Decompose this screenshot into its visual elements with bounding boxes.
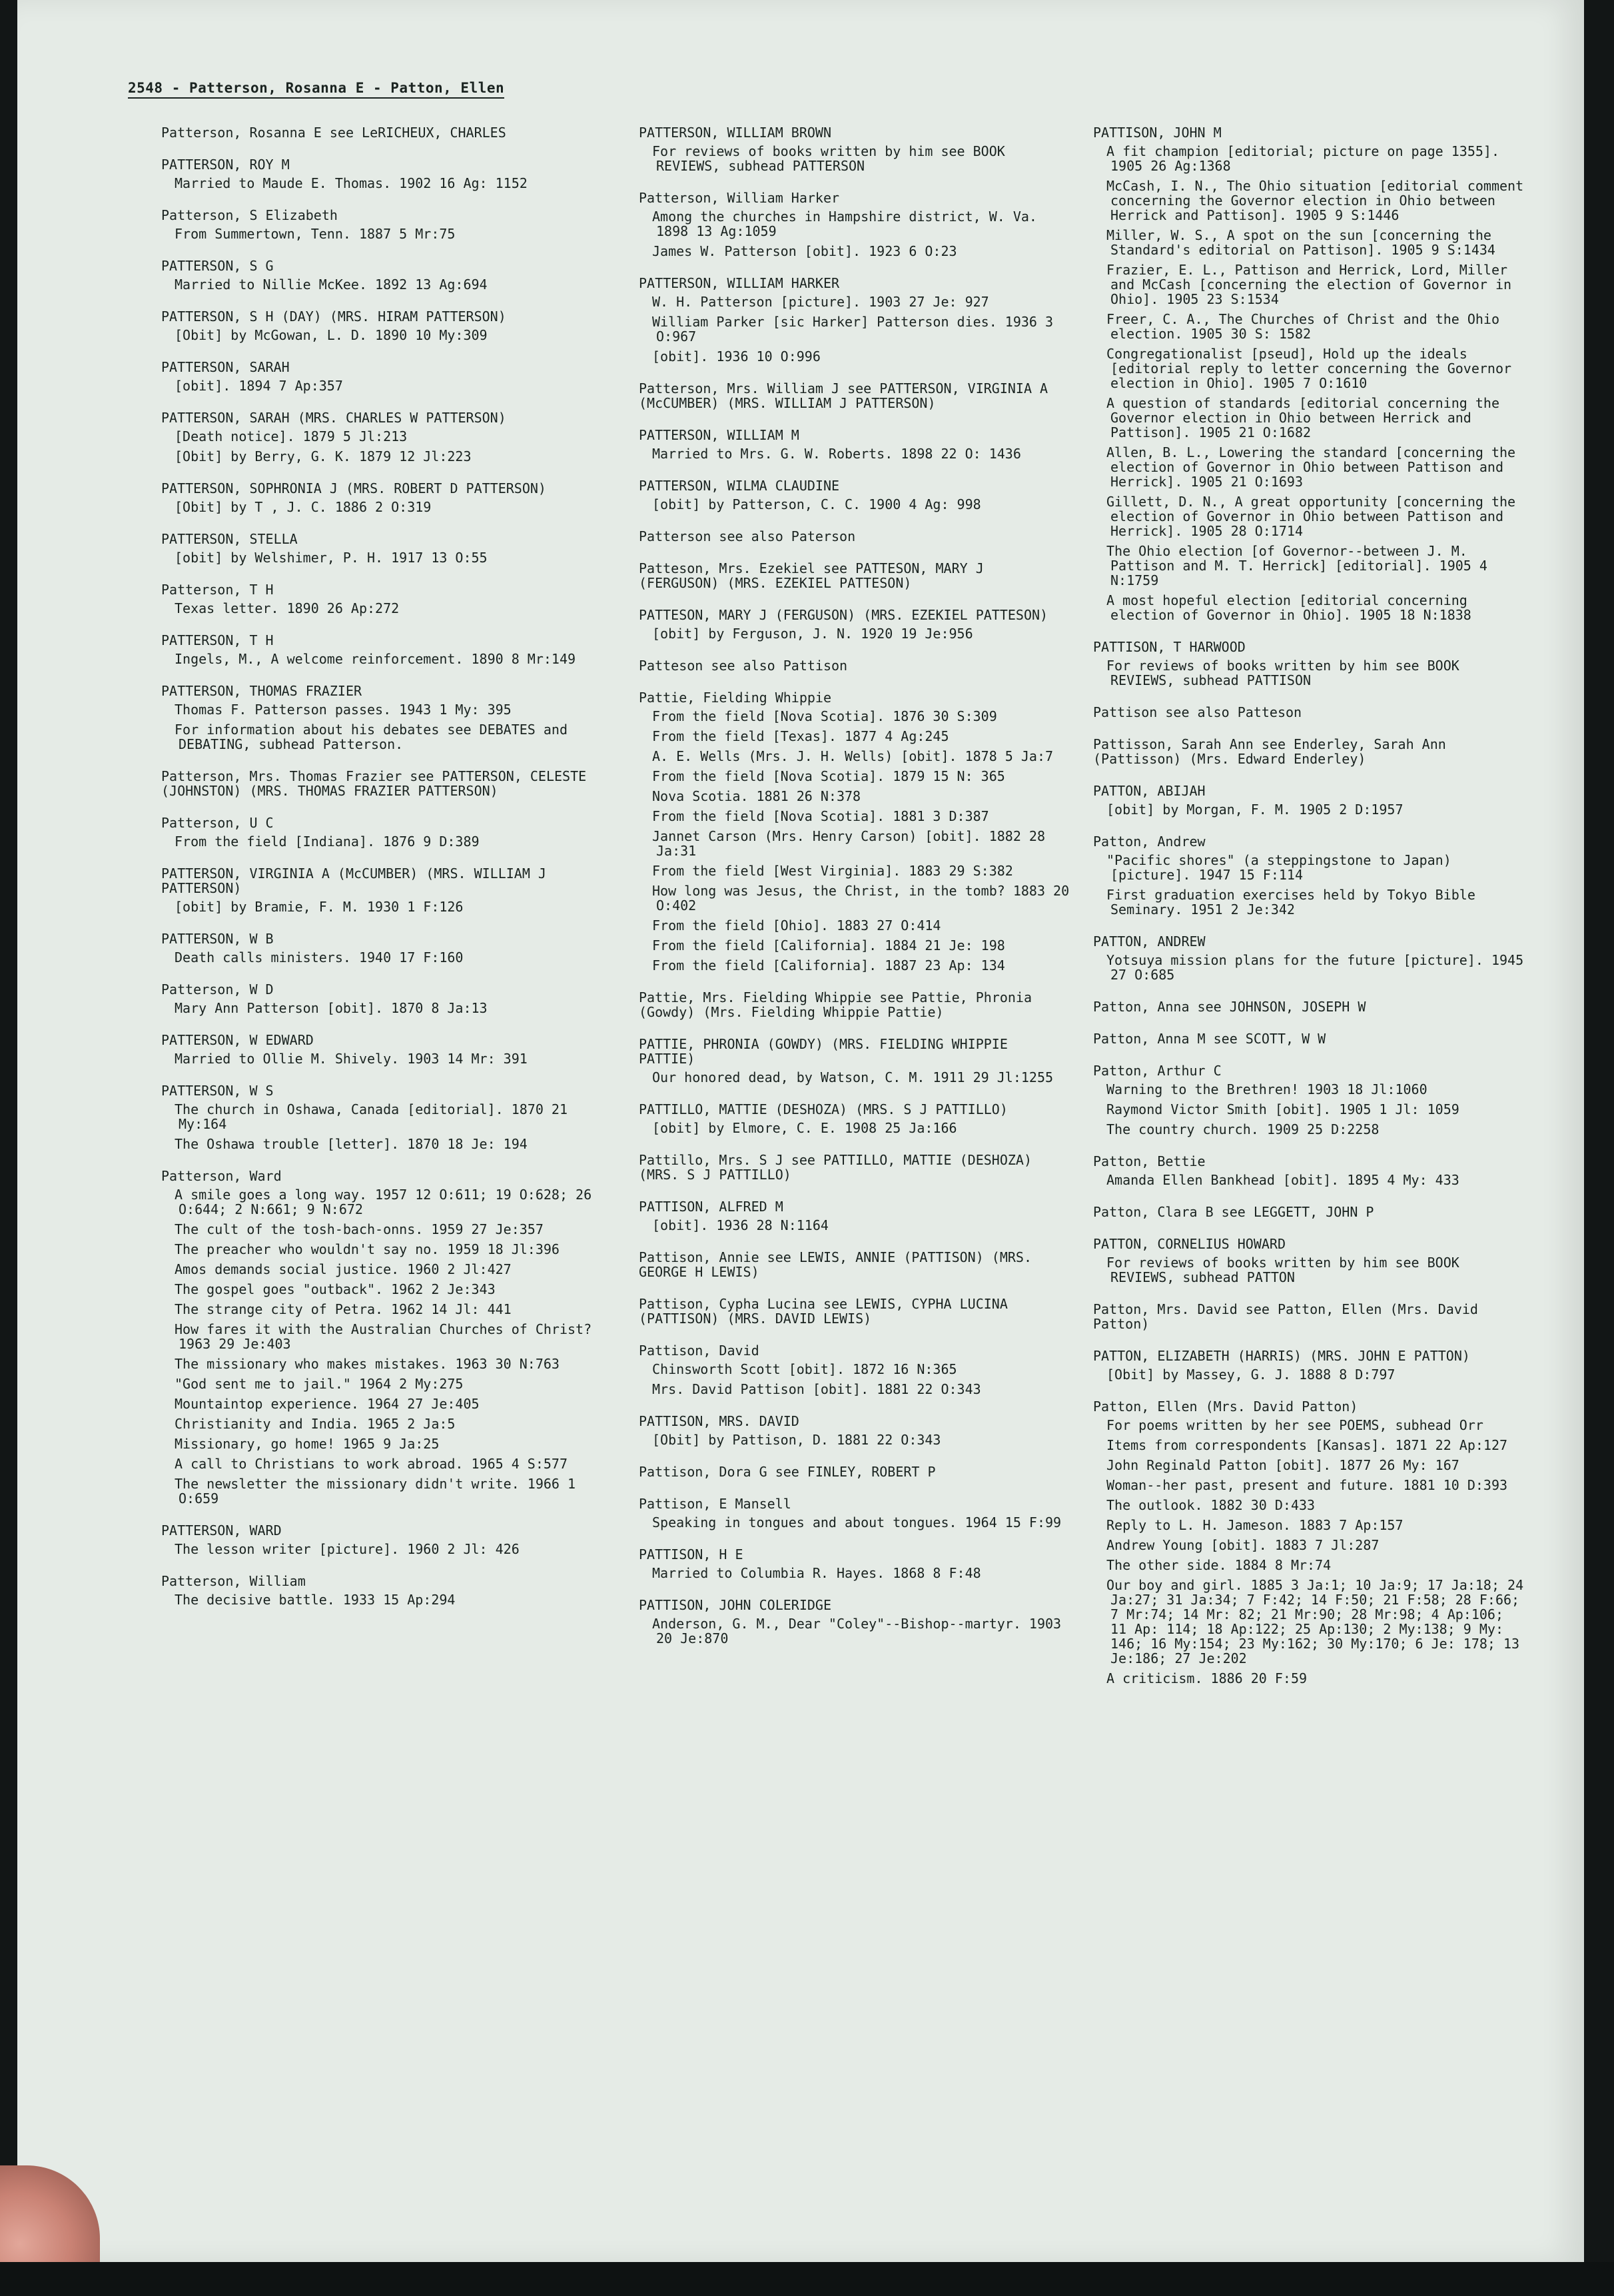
index-entry: [1093, 834, 1526, 917]
entry-citation: McCash, I. N., The Ohio situation [editorial comment concerning the Governor election in Ohio between Herrick and Pattison]. 1905 9 S:1446: [1106, 178, 1524, 223]
entry-citation: Ingels, M., A welcome reinforcement. 1890 8 Mr:149: [175, 651, 576, 667]
entry-citation: A call to Christians to work abroad. 1965 4 S:577: [175, 1456, 568, 1472]
index-entry: [161, 360, 594, 393]
index-entry: [639, 1297, 1072, 1326]
index-entry: [1093, 640, 1526, 688]
entry-citation: For information about his debates see DEBATES and DEBATING, subhead Patterson.: [175, 722, 568, 752]
entry-citation: Death calls ministers. 1940 17 F:160: [175, 949, 464, 965]
index-entry: [161, 125, 594, 140]
entry-citation: James W. Patterson [obit]. 1923 6 O:23: [652, 243, 957, 259]
entry-citation: [obit] by Patterson, C. C. 1900 4 Ag: 998: [652, 496, 981, 512]
entry-citation: The country church. 1909 25 D:2258: [1106, 1121, 1380, 1137]
index-entry: [639, 381, 1072, 410]
entry-heading: PATTERSON, W S: [161, 1083, 274, 1099]
index-entry: [639, 529, 1072, 544]
entry-citation: John Reginald Patton [obit]. 1877 26 My: 167: [1106, 1457, 1459, 1473]
index-entry: [639, 1414, 1072, 1447]
entry-heading: PATTERSON, STELLA: [161, 531, 298, 547]
entry-heading: Pattison, Annie see LEWIS, ANNIE (PATTISON) (MRS. GEORGE H LEWIS): [639, 1249, 1032, 1280]
entry-citation: Mrs. David Pattison [obit]. 1881 22 O:343: [652, 1381, 981, 1397]
index-entry: [1093, 1031, 1526, 1046]
entry-citation: The outlook. 1882 30 D:433: [1106, 1497, 1316, 1513]
entry-heading: Patterson, Mrs. Thomas Frazier see PATTERSON, CELESTE (JOHNSTON) (MRS. THOMAS FRAZIER PATTERSON): [161, 768, 587, 799]
entry-heading: PATTESON, MARY J (FERGUSON) (MRS. EZEKIEL PATTESON): [639, 607, 1048, 623]
entry-citation: [obit] by Ferguson, J. N. 1920 19 Je:956: [652, 626, 973, 642]
entry-citation: Thomas F. Patterson passes. 1943 1 My: 395: [175, 702, 512, 718]
entry-citation: Congregationalist [pseud], Hold up the ideals [editorial reply to letter concerning the Governor election in Ohio]. 1905 7 O:1610: [1106, 346, 1512, 391]
page-header: 2548 - Patterson, Rosanna E - Patton, Ellen: [128, 80, 504, 99]
index-entry: [1093, 1349, 1526, 1382]
entry-heading: PATTERSON, ROY M: [161, 157, 290, 173]
entry-heading: Pattie, Fielding Whippie: [639, 690, 831, 706]
index-entry: [639, 561, 1072, 590]
index-entry: [161, 259, 594, 292]
entry-citation: Married to Mrs. G. W. Roberts. 1898 22 O: 1436: [652, 446, 1021, 462]
index-entry: [1093, 1063, 1526, 1137]
entry-citation: A. E. Wells (Mrs. J. H. Wells) [obit]. 1878 5 Ja:7: [652, 748, 1054, 764]
entry-heading: Patton, Anna see JOHNSON, JOSEPH W: [1093, 999, 1366, 1015]
entry-citation: Married to Ollie M. Shively. 1903 14 Mr: 391: [175, 1051, 528, 1067]
entry-heading: PATTISON, JOHN M: [1093, 125, 1222, 141]
entry-heading: PATTERSON, S H (DAY) (MRS. HIRAM PATTERSON): [161, 308, 506, 324]
index-entry: [1093, 1399, 1526, 1686]
entry-heading: Patterson, William: [161, 1573, 306, 1589]
entry-citation: A most hopeful election [editorial concerning election of Governor in Ohio]. 1905 18 N:1838: [1106, 592, 1471, 623]
entry-citation: Married to Columbia R. Hayes. 1868 8 F:48: [652, 1565, 981, 1581]
entry-citation: Amos demands social justice. 1960 2 Jl:427: [175, 1261, 512, 1277]
entry-citation: From the field [California]. 1887 23 Ap: 134: [652, 957, 1005, 973]
entry-citation: Mountaintop experience. 1964 27 Je:405: [175, 1396, 480, 1412]
index-entry: [639, 608, 1072, 641]
entry-heading: PATTISON, MRS. DAVID: [639, 1413, 799, 1429]
entry-citation: [Death notice]. 1879 5 Jl:213: [175, 428, 408, 444]
entry-heading: Patton, Anna M see SCOTT, W W: [1093, 1031, 1326, 1047]
entry-citation: Chinsworth Scott [obit]. 1872 16 N:365: [652, 1361, 957, 1377]
entry-heading: Patton, Bettie: [1093, 1153, 1206, 1169]
entry-citation: Our honored dead, by Watson, C. M. 1911 29 Jl:1255: [652, 1069, 1054, 1085]
entry-heading: PATTERSON, THOMAS FRAZIER: [161, 683, 362, 699]
entry-citation: Frazier, E. L., Pattison and Herrick, Lord, Miller and McCash [concerning the election of Governor in Ohio]. 1905 23 S:1534: [1106, 262, 1512, 307]
entry-citation: The gospel goes "outback". 1962 2 Je:343: [175, 1281, 496, 1297]
index-entry: [639, 276, 1072, 364]
entry-heading: PATTON, ABIJAH: [1093, 783, 1206, 799]
entry-citation: [obit]. 1936 10 O:996: [652, 348, 821, 364]
index-entry: [1093, 1205, 1526, 1219]
entry-heading: PATTERSON, VIRGINIA A (McCUMBER) (MRS. WILLIAM J PATTERSON): [161, 865, 546, 896]
index-entry: [1093, 705, 1526, 720]
entry-heading: PATTERSON, S G: [161, 258, 274, 274]
entry-citation: [obit] by Bramie, F. M. 1930 1 F:126: [175, 899, 464, 915]
entry-citation: "God sent me to jail." 1964 2 My:275: [175, 1376, 464, 1392]
entry-heading: PATTERSON, W EDWARD: [161, 1032, 314, 1048]
entry-heading: PATTON, CORNELIUS HOWARD: [1093, 1236, 1286, 1252]
entry-citation: [obit] by Elmore, C. E. 1908 25 Ja:166: [652, 1120, 957, 1136]
index-entry: [639, 1464, 1072, 1479]
entry-citation: The lesson writer [picture]. 1960 2 Jl: 426: [175, 1541, 520, 1557]
index-entry: [639, 478, 1072, 512]
index-entry: [161, 481, 594, 514]
index-entry: [639, 658, 1072, 673]
index-entry: [1093, 999, 1526, 1014]
index-entry: [639, 990, 1072, 1019]
index-entry: [639, 690, 1072, 973]
entry-citation: The Oshawa trouble [letter]. 1870 18 Je: 194: [175, 1136, 528, 1152]
entry-heading: Patton, Ellen (Mrs. David Patton): [1093, 1399, 1358, 1415]
entry-heading: PATTILLO, MATTIE (DESHOZA) (MRS. S J PATTILLO): [639, 1101, 1008, 1117]
entry-heading: Patteson, Mrs. Ezekiel see PATTESON, MARY J (FERGUSON) (MRS. EZEKIEL PATTESON): [639, 560, 984, 591]
entry-heading: Patterson, T H: [161, 582, 274, 598]
index-entry: [639, 428, 1072, 461]
entry-heading: Patton, Andrew: [1093, 834, 1206, 850]
entry-heading: PATTISON, JOHN COLERIDGE: [639, 1597, 831, 1613]
entry-citation: The newsletter the missionary didn't write. 1966 1 O:659: [175, 1476, 576, 1506]
entry-citation: The cult of the tosh-bach-onns. 1959 27 Je:357: [175, 1221, 544, 1237]
entry-heading: PATTERSON, WILLIAM HARKER: [639, 275, 840, 291]
entry-citation: A criticism. 1886 20 F:59: [1106, 1670, 1308, 1686]
entry-citation: From the field [Nova Scotia]. 1876 30 S:309: [652, 708, 997, 724]
entry-citation: Reply to L. H. Jameson. 1883 7 Ap:157: [1106, 1517, 1404, 1533]
index-entry: [639, 125, 1072, 173]
entry-citation: A question of standards [editorial concerning the Governor election in Ohio between Herrick and Pattison]. 1905 21 O:1682: [1106, 395, 1500, 440]
index-entry: [161, 1169, 594, 1506]
entry-citation: From the field [California]. 1884 21 Je: 198: [652, 937, 1005, 953]
entry-citation: The strange city of Petra. 1962 14 Jl: 441: [175, 1301, 512, 1317]
index-entry: [161, 532, 594, 565]
index-entry: [1093, 934, 1526, 982]
entry-heading: PATTERSON, WARD: [161, 1522, 282, 1538]
entry-citation: W. H. Patterson [picture]. 1903 27 Je: 927: [652, 294, 989, 310]
entry-heading: PATTERSON, SOPHRONIA J (MRS. ROBERT D PATTERSON): [161, 480, 546, 496]
index-entry: [161, 633, 594, 666]
entry-citation: [Obit] by T , J. C. 1886 2 O:319: [175, 499, 432, 515]
index-entry: [639, 191, 1072, 259]
entry-heading: Patterson, U C: [161, 815, 274, 831]
entry-heading: Patteson see also Pattison: [639, 658, 848, 674]
index-entry: [1093, 125, 1526, 622]
entry-citation: Anderson, G. M., Dear "Coley"--Bishop--martyr. 1903 20 Je:870: [652, 1616, 1062, 1646]
entry-heading: Patton, Mrs. David see Patton, Ellen (Mrs. David Patton): [1093, 1301, 1478, 1332]
entry-citation: [Obit] by Pattison, D. 1881 22 O:343: [652, 1432, 941, 1448]
entry-heading: Pattisson, Sarah Ann see Enderley, Sarah Ann (Pattisson) (Mrs. Edward Enderley): [1093, 736, 1446, 767]
entry-heading: PATTERSON, SARAH (MRS. CHARLES W PATTERSON): [161, 410, 506, 426]
index-entry: [161, 1523, 594, 1556]
entry-heading: PATTERSON, WILLIAM M: [639, 427, 799, 443]
entry-citation: Married to Nillie McKee. 1892 13 Ag:694: [175, 277, 488, 292]
index-entry: [161, 208, 594, 241]
entry-heading: PATTERSON, W B: [161, 931, 274, 947]
entry-heading: Pattillo, Mrs. S J see PATTILLO, MATTIE (DESHOZA) (MRS. S J PATTILLO): [639, 1152, 1032, 1183]
entry-heading: PATTON, ANDREW: [1093, 933, 1206, 949]
entry-citation: Allen, B. L., Lowering the standard [concerning the election of Governor in Ohio between Pattison and Herrick]. 1905 21 O:1693: [1106, 444, 1516, 490]
entry-citation: From Summertown, Tenn. 1887 5 Mr:75: [175, 226, 456, 242]
index-entry: [161, 157, 594, 191]
index-entry: [161, 931, 594, 965]
entry-heading: PATTERSON, WILMA CLAUDINE: [639, 478, 840, 494]
index-entry: [639, 1199, 1072, 1233]
entry-citation: Amanda Ellen Bankhead [obit]. 1895 4 My: 433: [1106, 1172, 1459, 1188]
entry-citation: From the field [Nova Scotia]. 1881 3 D:387: [652, 808, 989, 824]
entry-citation: First graduation exercises held by Tokyo Bible Seminary. 1951 2 Je:342: [1106, 887, 1475, 917]
entry-heading: Pattison, David: [639, 1343, 759, 1359]
index-entry: [639, 1250, 1072, 1279]
entry-citation: The other side. 1884 8 Mr:74: [1106, 1557, 1332, 1573]
entry-citation: Texas letter. 1890 26 Ap:272: [175, 600, 400, 616]
entry-citation: From the field [Texas]. 1877 4 Ag:245: [652, 728, 949, 744]
entry-citation: For poems written by her see POEMS, subhead Orr: [1106, 1417, 1483, 1433]
entry-citation: From the field [Ohio]. 1883 27 O:414: [652, 917, 941, 933]
entry-citation: Miller, W. S., A spot on the sun [concerning the Standard's editorial on Pattison]. 1905 9 S:1434: [1106, 227, 1495, 258]
entry-citation: Items from correspondents [Kansas]. 1871 22 Ap:127: [1106, 1437, 1508, 1453]
index-entry: [1093, 1154, 1526, 1187]
entry-citation: Jannet Carson (Mrs. Henry Carson) [obit]. 1882 28 Ja:31: [652, 828, 1046, 859]
index-entry: [1093, 1237, 1526, 1285]
index-entry: [161, 684, 594, 752]
entry-heading: Patton, Arthur C: [1093, 1063, 1222, 1079]
entry-heading: PATTERSON, WILLIAM BROWN: [639, 125, 831, 141]
entry-heading: Patterson, Rosanna E see LeRICHEUX, CHARLES: [161, 125, 506, 141]
entry-citation: Married to Maude E. Thomas. 1902 16 Ag: 1152: [175, 175, 528, 191]
scanner-background: [0, 2262, 1614, 2296]
entry-citation: [Obit] by Massey, G. J. 1888 8 D:797: [1106, 1367, 1396, 1383]
index-entry: [639, 1547, 1072, 1580]
entry-citation: [Obit] by McGowan, L. D. 1890 10 My:309: [175, 327, 488, 343]
entry-heading: Patton, Clara B see LEGGETT, JOHN P: [1093, 1204, 1374, 1220]
index-entry: [161, 866, 594, 914]
index-entry: [161, 309, 594, 342]
entry-citation: The Ohio election [of Governor--between J. M. Pattison and M. T. Herrick] [editorial]. 1905 4 N:1759: [1106, 543, 1487, 588]
entry-heading: PATTISON, T HARWOOD: [1093, 639, 1246, 655]
entry-heading: Pattison, E Mansell: [639, 1496, 791, 1512]
entry-heading: Pattie, Mrs. Fielding Whippie see Pattie, Phronia (Gowdy) (Mrs. Fielding Whippie Pattie): [639, 989, 1032, 1020]
entry-citation: A smile goes a long way. 1957 12 O:611; 19 O:628; 26 O:644; 2 N:661; 9 N:672: [175, 1187, 592, 1217]
entry-citation: How long was Jesus, the Christ, in the tomb? 1883 20 O:402: [652, 883, 1070, 913]
entry-citation: Missionary, go home! 1965 9 Ja:25: [175, 1436, 440, 1452]
entry-citation: Gillett, D. N., A great opportunity [concerning the election of Governor in Ohio between Pattison and Herrick]. 1905 28 O:1714: [1106, 494, 1516, 539]
entry-citation: For reviews of books written by him see BOOK REVIEWS, subhead PATTISON: [1106, 658, 1459, 688]
entry-citation: William Parker [sic Harker] Patterson dies. 1936 3 O:967: [652, 314, 1054, 344]
entry-citation: Among the churches in Hampshire district, W. Va. 1898 13 Ag:1059: [652, 209, 1037, 239]
entry-heading: Patterson, S Elizabeth: [161, 207, 338, 223]
index-entry: [161, 1083, 594, 1151]
index-entry: [639, 1598, 1072, 1646]
index-column-2: [639, 125, 1072, 1663]
entry-heading: PATTIE, PHRONIA (GOWDY) (MRS. FIELDING WHIPPIE PATTIE): [639, 1036, 1008, 1067]
index-entry: [639, 1496, 1072, 1530]
entry-citation: Our boy and girl. 1885 3 Ja:1; 10 Ja:9; 17 Ja:18; 24 Ja:27; 31 Ja:34; 7 F:42; 14 F:50; 21 F:58; 28 F:66; 7 Mr:74; 14 Mr: 82; 21 Mr:90; 28 Mr:98; 4 Ap:106; 11 Ap: 114; 18 Ap:122; 25 Ap:130; 2 My:138; 9 My: 146; 16 My:154; 23 My:162; 30 My:170; 6 Je: 178; 13 Je:186; 27 Je:202: [1106, 1577, 1524, 1666]
index-column-1: [161, 125, 594, 1624]
index-entry: [161, 982, 594, 1015]
entry-citation: The church in Oshawa, Canada [editorial]. 1870 21 My:164: [175, 1101, 568, 1132]
entry-citation: "Pacific shores" (a steppingstone to Japan) [picture]. 1947 15 F:114: [1106, 852, 1451, 883]
entry-citation: How fares it with the Australian Churches of Christ? 1963 29 Je:403: [175, 1321, 592, 1352]
entry-citation: The missionary who makes mistakes. 1963 30 N:763: [175, 1356, 560, 1372]
entry-heading: PATTERSON, SARAH: [161, 359, 290, 375]
entry-heading: PATTERSON, T H: [161, 632, 274, 648]
entry-heading: Patterson, William Harker: [639, 190, 840, 206]
index-entry: [1093, 737, 1526, 766]
index-column-3: [1093, 125, 1526, 1703]
index-entry: [1093, 784, 1526, 817]
entry-heading: Pattison, Dora G see FINLEY, ROBERT P: [639, 1464, 936, 1480]
entry-citation: [obit]. 1936 28 N:1164: [652, 1217, 829, 1233]
entry-citation: From the field [Nova Scotia]. 1879 15 N: 365: [652, 768, 1005, 784]
entry-citation: Woman--her past, present and future. 1881 10 D:393: [1106, 1477, 1508, 1493]
entry-heading: Pattison see also Patteson: [1093, 704, 1302, 720]
entry-citation: Mary Ann Patterson [obit]. 1870 8 Ja:13: [175, 1000, 488, 1016]
entry-citation: Christianity and India. 1965 2 Ja:5: [175, 1416, 456, 1432]
entry-heading: Patterson see also Paterson: [639, 528, 856, 544]
entry-heading: Patterson, W D: [161, 981, 274, 997]
entry-citation: Andrew Young [obit]. 1883 7 Jl:287: [1106, 1537, 1380, 1553]
index-entry: [639, 1343, 1072, 1397]
entry-citation: [obit] by Morgan, F. M. 1905 2 D:1957: [1106, 802, 1404, 818]
entry-citation: Warning to the Brethren! 1903 18 Jl:1060: [1106, 1081, 1427, 1097]
entry-citation: A fit champion [editorial; picture on page 1355]. 1905 26 Ag:1368: [1106, 143, 1500, 174]
entry-citation: The preacher who wouldn't say no. 1959 18 Jl:396: [175, 1241, 560, 1257]
entry-heading: Pattison, Cypha Lucina see LEWIS, CYPHA LUCINA (PATTISON) (MRS. DAVID LEWIS): [639, 1296, 1008, 1327]
entry-citation: [obit] by Welshimer, P. H. 1917 13 O:55: [175, 550, 488, 566]
index-entry: [161, 1574, 594, 1607]
entry-citation: From the field [West Virginia]. 1883 29 S:382: [652, 863, 1013, 879]
entry-citation: The decisive battle. 1933 15 Ap:294: [175, 1592, 456, 1608]
index-page: [17, 0, 1584, 2262]
index-entry: [161, 816, 594, 849]
index-entry: [161, 769, 594, 798]
entry-heading: PATTISON, ALFRED M: [639, 1199, 783, 1215]
entry-citation: For reviews of books written by him see BOOK REVIEWS, subhead PATTERSON: [652, 143, 1005, 174]
entry-heading: PATTON, ELIZABETH (HARRIS) (MRS. JOHN E PATTON): [1093, 1348, 1470, 1364]
entry-citation: Yotsuya mission plans for the future [picture]. 1945 27 O:685: [1106, 952, 1524, 983]
entry-citation: From the field [Indiana]. 1876 9 D:389: [175, 834, 480, 850]
index-entry: [639, 1037, 1072, 1085]
entry-citation: Nova Scotia. 1881 26 N:378: [652, 788, 861, 804]
entry-citation: For reviews of books written by him see BOOK REVIEWS, subhead PATTON: [1106, 1255, 1459, 1285]
index-entry: [1093, 1302, 1526, 1331]
index-entry: [639, 1102, 1072, 1135]
entry-citation: Speaking in tongues and about tongues. 1964 15 F:99: [652, 1514, 1062, 1530]
index-entry: [161, 1033, 594, 1066]
entry-citation: [Obit] by Berry, G. K. 1879 12 Jl:223: [175, 448, 472, 464]
index-entry: [161, 410, 594, 464]
entry-heading: PATTISON, H E: [639, 1546, 743, 1562]
entry-heading: Patterson, Ward: [161, 1168, 282, 1184]
entry-heading: Patterson, Mrs. William J see PATTERSON, VIRGINIA A (McCUMBER) (MRS. WILLIAM J PATTERSON): [639, 380, 1048, 411]
index-entry: [639, 1153, 1072, 1182]
index-entry: [161, 582, 594, 616]
entry-citation: Raymond Victor Smith [obit]. 1905 1 Jl: 1059: [1106, 1101, 1459, 1117]
entry-citation: Freer, C. A., The Churches of Christ and the Ohio election. 1905 30 S: 1582: [1106, 311, 1500, 342]
entry-citation: [obit]. 1894 7 Ap:357: [175, 378, 343, 394]
